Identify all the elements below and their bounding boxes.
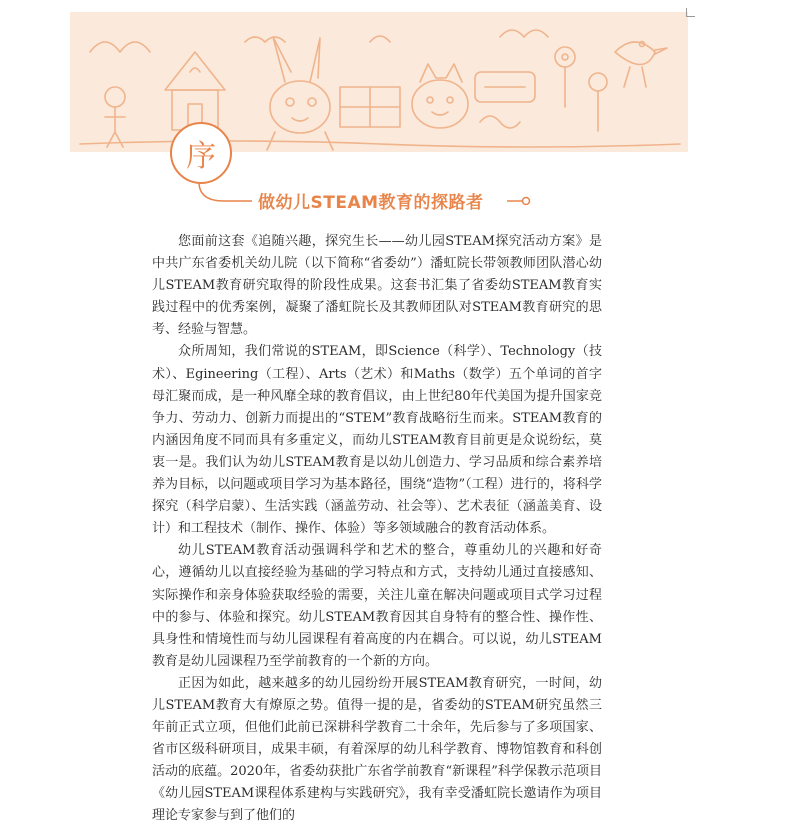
chapter-title: 序 [186, 139, 216, 174]
body-text [152, 231, 602, 828]
paragraph-2: 众所周知，我们常说的STEAM，即Science（科学）、Technology（技术）、Egineering（工程）、Arts（艺术）和Maths（数学）五个单词的首字母汇聚而成，是一种风靡全球的教育倡议，由上世纪80年代美国为提升国家竞争力、劳动力、创新力而提出的“STEM”教育战略衍生而来。STEAM教育的内涵因角度不同而具有多重定义，而幼儿STEAM教育目前更是众说纷纭，莫衷一是。我们认为幼儿STEAM教育是以幼儿创造力、学习品质和综合素养培养为目标，以问题或项目学习为基本路径，围绕“造物”（工程）进行的，将科学探究（科学启蒙）、生活实践（涵盖劳动、社会等）、艺术表征（涵盖美育、设计）和工程技术（制作、操作、体验）等多领域融合的教育活动体系。 [152, 344, 602, 537]
section-subtitle: 做幼儿STEAM教育的探路者 [258, 193, 484, 213]
connector-end-dot [523, 198, 530, 205]
paragraph-4: 正因为如此，越来越多的幼儿园纷纷开展STEAM教育研究，一时间，幼儿STEAM教育大有燎原之势。值得一提的是，省委幼的STEAM研究虽然三年前正式立项，但他们此前已深耕科学教育二十余年，先后参与了多项国家、省市区级科研项目，成果丰硕，有着深厚的幼儿科学教育、博物馆教育和科创活动的底蕴。2020年，省委幼获批广东省学前教育“新课程”科学保教示范项目《幼儿园STEAM课程体系建构与实践研究》，我有幸受潘虹院长邀请作为项目理论专家参与到了他们的 [152, 675, 602, 824]
paragraph-3: 幼儿STEAM教育活动强调科学和艺术的整合，尊重幼儿的兴趣和好奇心，遵循幼儿以直接经验为基础的学习特点和方式，支持幼儿通过直接感知、实际操作和亲身体验获取经验的需要，关注儿童在解决问题或项目式学习过程中的参与、体验和探究。幼儿STEAM教育因其自身特有的整合性、操作性、具身性和情境性而与幼儿园课程有着高度的内在耦合。可以说，幼儿STEAM教育是幼儿园课程乃至学前教育的一个新的方向。 [152, 543, 602, 669]
paragraph-1: 您面前这套《追随兴趣，探究生长——幼儿园STEAM探究活动方案》是中共广东省委机关幼儿院（以下简称“省委幼”）潘虹院长带领教师团队潜心幼儿STEAM教育研究取得的阶段性成果。这套书汇集了省委幼STEAM教育实践过程中的优秀案例，凝聚了潘虹院长及其教师团队对STEAM教育研究的思考、经验与智慧。 [152, 234, 602, 338]
chapter-badge [170, 122, 232, 184]
